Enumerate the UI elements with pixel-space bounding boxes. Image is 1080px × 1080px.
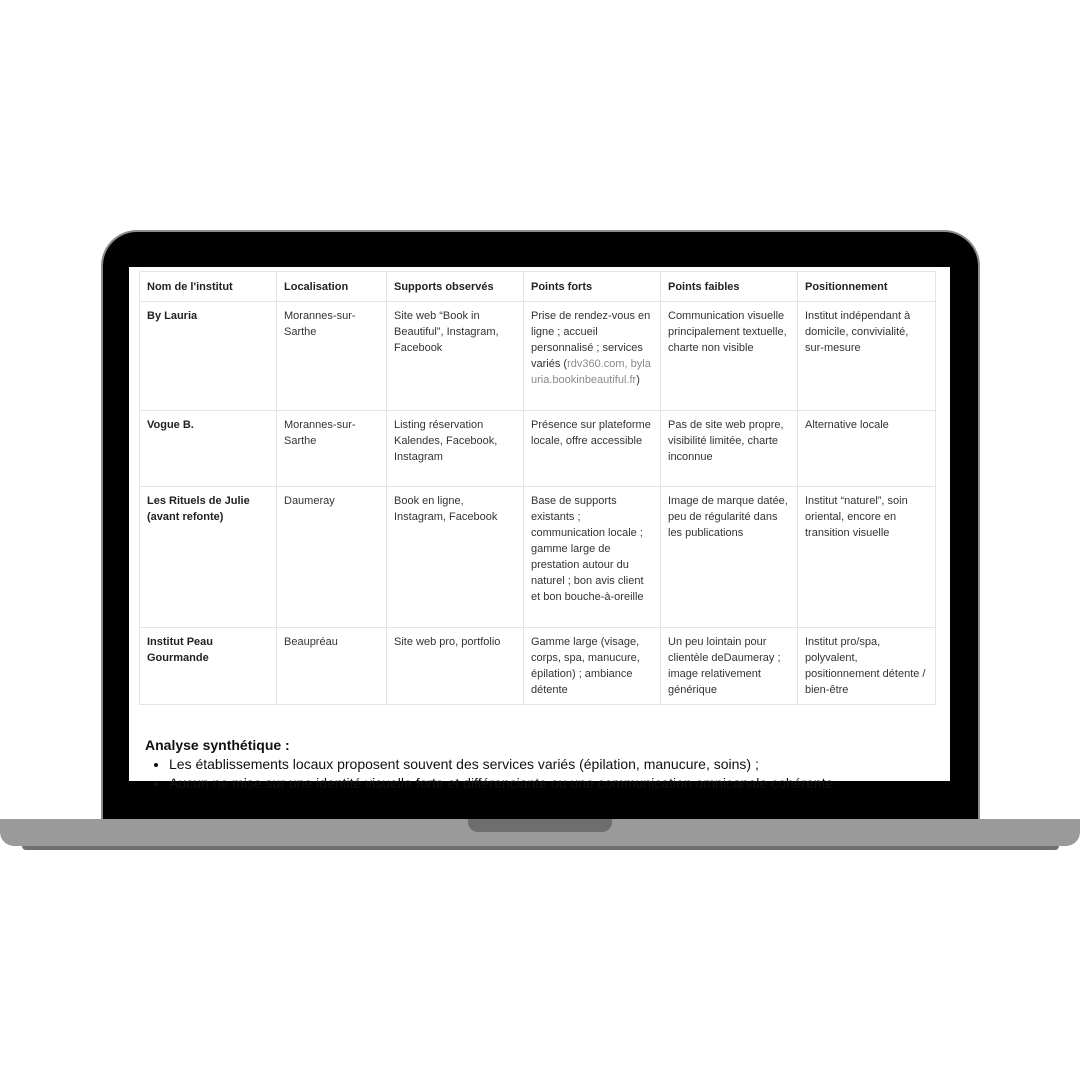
analysis-title: Analyse synthétique : bbox=[145, 737, 290, 753]
header-supports: Supports observés bbox=[387, 272, 524, 302]
cell-name: Vogue B. bbox=[140, 411, 277, 487]
cell-weaknesses: Image de marque datée, peu de régularité dans les publications bbox=[661, 487, 798, 628]
cell-supports: Book en ligne, Instagram, Facebook bbox=[387, 487, 524, 628]
cell-supports: Site web pro, portfolio bbox=[387, 628, 524, 705]
cell-location: Morannes-sur-Sarthe bbox=[277, 411, 387, 487]
analysis-list bbox=[145, 755, 945, 793]
list-item: • Les établissements locaux proposent souvent des services variés (épilation, manucure, soins) ; bbox=[169, 755, 945, 774]
cell-weaknesses: Pas de site web propre, visibilité limitée, charte inconnue bbox=[661, 411, 798, 487]
list-item: • Aucun ne mise sur une identité visuelle forte et différenciante ou une communication omnicanale cohérente. bbox=[169, 774, 945, 793]
strengths-link[interactable]: rdv360.com, bylauria.bookinbeautiful.fr bbox=[531, 358, 651, 386]
table-row bbox=[140, 487, 936, 628]
laptop-notch bbox=[468, 819, 612, 832]
cell-strengths: Gamme large (visage, corps, spa, manucure, épilation) ; ambiance détente bbox=[524, 628, 661, 705]
cell-supports: Listing réservation Kalendes, Facebook, Instagram bbox=[387, 411, 524, 487]
cell-location: Morannes-sur-Sarthe bbox=[277, 302, 387, 411]
cell-weaknesses: Communication visuelle principalement textuelle, charte non visible bbox=[661, 302, 798, 411]
cell-positioning: Alternative locale bbox=[798, 411, 936, 487]
laptop-base-shadow bbox=[22, 846, 1059, 850]
cell-name: Les Rituels de Julie (avant refonte) bbox=[140, 487, 277, 628]
cell-positioning: Institut “naturel”, soin oriental, encore en transition visuelle bbox=[798, 487, 936, 628]
table-row bbox=[140, 302, 936, 411]
cell-strengths: Présence sur plateforme locale, offre accessible bbox=[524, 411, 661, 487]
cell-name: By Lauria bbox=[140, 302, 277, 411]
cell-name: Institut Peau Gourmande bbox=[140, 628, 277, 705]
cell-supports: Site web “Book in Beautiful”, Instagram, Facebook bbox=[387, 302, 524, 411]
cell-strengths: Prise de rendez-vous en ligne ; accueil personnalisé ; services variés (rdv360.com, bylauria.bookinbeautiful.fr) bbox=[524, 302, 661, 411]
table-row bbox=[140, 628, 936, 705]
analysis-section bbox=[145, 736, 945, 793]
cell-strengths: Base de supports existants ; communication locale ; gamme large de prestation autour du naturel ; bon avis client et bon bouche-à-oreille bbox=[524, 487, 661, 628]
header-weaknesses: Points faibles bbox=[661, 272, 798, 302]
cell-weaknesses: Un peu lointain pour clientèle deDaumeray ; image relativement générique bbox=[661, 628, 798, 705]
header-strengths: Points forts bbox=[524, 272, 661, 302]
cell-positioning: Institut pro/spa, polyvalent, positionnement détente / bien-être bbox=[798, 628, 936, 705]
header-positioning: Positionnement bbox=[798, 272, 936, 302]
table-row bbox=[140, 411, 936, 487]
table-header-row bbox=[140, 272, 936, 302]
competitor-table bbox=[139, 271, 936, 705]
header-location: Localisation bbox=[277, 272, 387, 302]
laptop-screen bbox=[129, 267, 950, 791]
header-name: Nom de l'institut bbox=[140, 272, 277, 302]
cell-location: Daumeray bbox=[277, 487, 387, 628]
cell-positioning: Institut indépendant à domicile, convivialité, sur-mesure bbox=[798, 302, 936, 411]
cell-location: Beaupréau bbox=[277, 628, 387, 705]
